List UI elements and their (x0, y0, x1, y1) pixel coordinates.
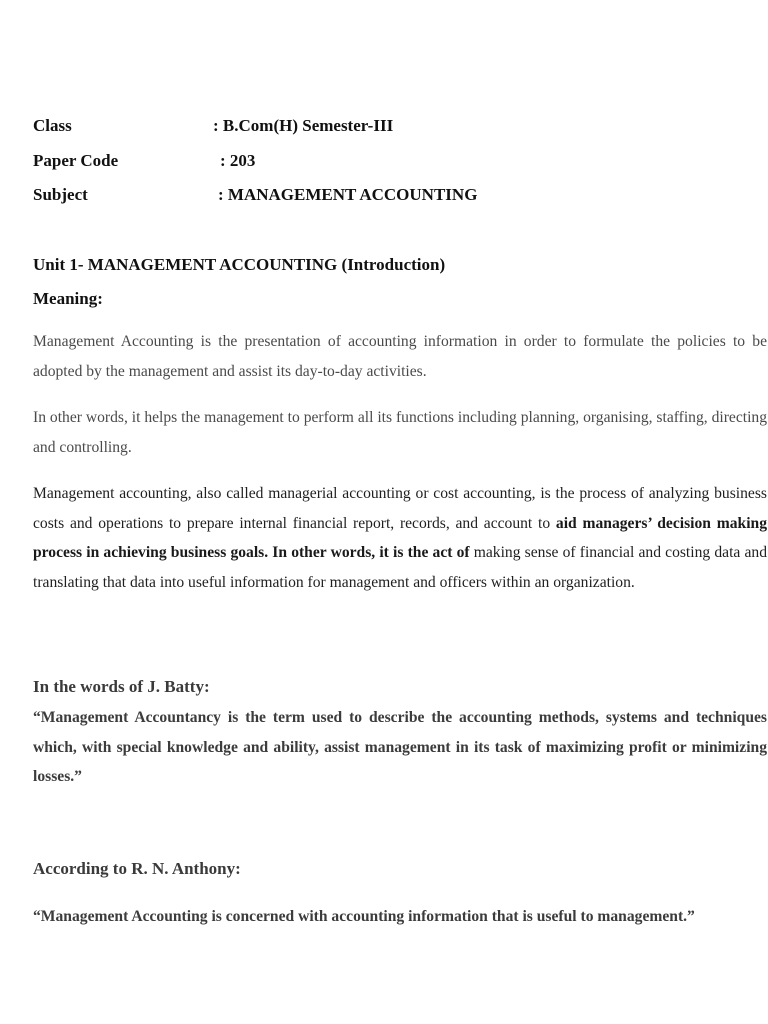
paper-code-value: : 203 (220, 151, 256, 170)
subject-value: : MANAGEMENT ACCOUNTING (218, 185, 478, 204)
unit-heading: Unit 1- MANAGEMENT ACCOUNTING (Introduction) (33, 255, 446, 274)
anthony-heading: According to R. N. Anthony: (33, 859, 241, 878)
meaning-heading: Meaning: (33, 289, 103, 308)
subject-label: Subject (33, 185, 88, 204)
paragraph-3-text-b: making sense of financial and costing data and translating that data into useful information for management and officers within an organization. (33, 544, 767, 591)
class-value: : B.Com(H) Semester-III (213, 116, 394, 135)
batty-quote: “Management Accountancy is the term used to describe the accounting methods, systems and techniques which, with special knowledge and ability, assist management in its task of maximizing profit or minimizing losses.” (33, 709, 767, 785)
meaning-paragraph-2: In other words, it helps the management to perform all its functions including planning, organising, staffing, directing and controlling. (33, 409, 767, 456)
meaning-paragraph-1: Management Accounting is the presentation of accounting information in order to formulate the policies to be adopted by the management and assist its day-to-day activities. (33, 333, 767, 380)
batty-heading: In the words of J. Batty: (33, 677, 210, 696)
paragraph-3-text-a: Management accounting, also called managerial accounting or cost accounting, is the process of analyzing business costs and operations to prepare internal financial report, records, and account to (33, 485, 767, 532)
anthony-quote: “Management Accounting is concerned with accounting information that is useful to management.” (33, 908, 695, 925)
paragraph-3-bold-text: aid managers’ decision making process in achieving business goals. In other words, it is the act of (33, 514, 767, 561)
meaning-paragraph-3 (33, 479, 767, 597)
class-label: Class (33, 116, 72, 135)
paper-code-label: Paper Code (33, 151, 119, 170)
